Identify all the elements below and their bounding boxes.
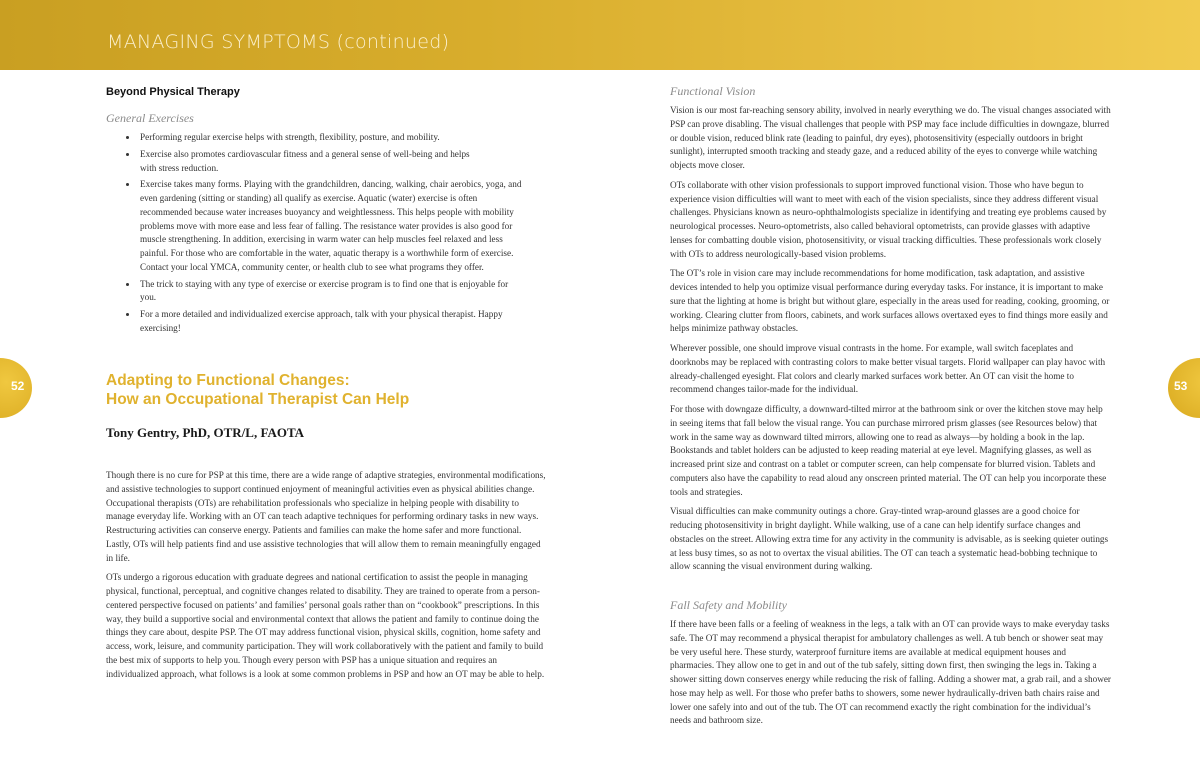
paragraph: If there have been falls or a feeling of weakness in the legs, a talk with an OT can provide ways to make everyday tasks safe. The OT may recommend a physical therapist for ambulatory challenges as well. A tub bench or shower seat may be very useful here. These sturdy, waterproof furniture items are available at medical equipment houses and pharmacies. They allow one to get in and out of the tub safely, sitting down first, then swinging the legs in. Taking a shower sitting down conserves energy while reducing the risk of falling. Adding a shower mat, a grab rail, and a shower hose may help as well. For those who prefer baths to showers, some newer hydraulically-driven bath chairs raise and lower one safely into and out of the tub. The OT can recommend exactly the right combination for the individual’s needs and bathroom size. [670,619,1111,726]
section-heading: Beyond Physical Therapy [106,86,240,98]
paragraph: The OT’s role in vision care may include recommendations for home modification, task adaptation, and assistive devices intended to help you optimize visual performance during everyday tasks. For instance, it is important to make sure that the lighting at home is bright but without glare, especially in the areas used for reading, cooking, grooming, or working. Clearing clutter from floors, cabinets, and work surfaces allows overtaxed eyes to find things more easily and helps minimize pathway obstacles. [670,268,1110,334]
list-item: • For a more detailed and individualized exercise approach, talk with your physical therapist. Happy exercising! [138,308,526,336]
subheading-general-exercises: General Exercises [106,111,194,125]
intro-text [106,469,546,687]
paragraph: Wherever possible, one should improve visual contrasts in the home. For example, wall switch faceplates and doorknobs may be replaced with contrasting colors to make better visual targets. Florid wallpaper can play havoc with already-challenged eyesight. Flat colors and clearly marked surfaces work better. An OT can visit the home to recommend changes tailor-made for the individual. [670,343,1106,395]
list-item: • Exercise also promotes cardiovascular fitness and a general sense of well-being and helps with stress reduction. [138,148,526,176]
page-number-tab-right [1168,358,1200,418]
paragraph: Visual difficulties can make community outings a chore. Gray-tinted wrap-around glasses are a good choice for reducing photosensitivity in bright daylight. While walking, use of a cane can help identify surface changes and obstacles on the street. Allowing extra time for any activity in the community is advisable, as is seeking quieter outings at less busy times, so as not to overtax the visual abilities. The OT can teach a systematic head-bobbing technique to allow scanning the visual environment during walking. [670,506,1109,572]
fall-safety-text [670,618,1112,734]
list-item: • Performing regular exercise helps with strength, flexibility, posture, and mobility. [138,131,526,145]
page-number-left: 52 [11,379,25,393]
paragraph: Vision is our most far-reaching sensory ability, involved in nearly everything we do. The visual changes associated with PSP can prove disabling. The visual challenges that people with PSP may face include difficulties in downgaze, blurred or double vision, reduced blink rate (leading to painful, dry eyes), photosensitivity (especially outdoors in bright sunlight), interrupted smooth tracking and steady gaze, and a reduced ability of the eyes to converge while watching objects move closer. [670,105,1111,170]
author-byline: Tony Gentry, PhD, OTR/L, FAOTA [106,425,305,440]
page-number-tab-left [0,358,32,418]
exercise-bullet-list [106,131,526,339]
page-number-right: 53 [1174,379,1188,393]
functional-vision-text [670,104,1112,580]
subheading-functional-vision: Functional Vision [670,84,756,98]
article-title [106,371,409,409]
list-item: • Exercise takes many forms. Playing with the grandchildren, dancing, walking, chair aerobics, yoga, and even gardening (sitting or standing) all qualify as exercise. Aquatic (water) exercise is often recommended because water increases buoyancy and weightlessness. This helps people with mobility problems move with more ease and less fear of falling. The resistance water provides is also good for muscle strengthening. In addition, exercising in warm water can help muscles feel relaxed and less painful. For those who are comfortable in the water, aquatic therapy is a worthwhile form of exercise. Contact your local YMCA, community center, or health club to see what programs they offer. [138,178,526,274]
paragraph: Though there is no cure for PSP at this time, there are a wide range of adaptive strategies, environmental modifications, and assistive technologies to support continued enjoyment of meaningful activities even as physical abilities change. Occupational therapists (OTs) are rehabilitation professionals who specialize in helping people with disability to manage everyday life. Working with an OT can teach adaptive techniques for performing ordinary tasks in new ways. Restructuring activities can conserve energy. Patients and families can make the home safer and more functional. Lastly, OTs will help patients find and use assistive technologies that will allow them to remain meaningfully engaged in life. [106,470,546,563]
subheading-fall-safety: Fall Safety and Mobility [670,598,787,612]
list-item: • The trick to staying with any type of exercise or exercise program is to find one that is enjoyable for you. [138,278,526,306]
paragraph: OTs collaborate with other vision professionals to support improved functional vision. Those who have begun to experience vision difficulties will want to meet with each of the vision specialists, since they address different visual challenges. Physicians known as neuro-ophthalmologists specialize in identifying and treating eye problems caused by neurological processes. Neuro-optometrists, also called behavioral optometrists, can provide glasses with adaptive lenses for combatting double vision, photosensitivity, or visual tracking difficulties. These professionals work closely with OTs to address neurologically-based vision problems. [670,179,1107,259]
paragraph: OTs undergo a rigorous education with graduate degrees and national certification to assist the people in managing physical, functional, perceptual, and cognitive changes related to disability. They are trained to operate from a person-centered perspective focused on patients’ and families’ personal goals rather than on “cookbook” prescriptions. In this way, they build a supportive social and environmental context that allows the patient and family to continue doing the things they care about, despite PSP. The OT may address functional vision, physical skills, cognition, home safety and access, work, leisure, and community participation. They will work collaboratively with the patient and family to build the best mix of supports to help you. Though every person with PSP has a unique situation and requires an individualized approach, what follows is a look at some common problems in PSP and how an OT may be able to help. [106,572,545,679]
chapter-title: MANAGING SYMPTOMS (continued) [107,31,450,53]
paragraph: For those with downgaze difficulty, a downward-tilted mirror at the bathroom sink or over the kitchen stove may help in seeing items that fall below the visual range. You can purchase mirrored prism glasses (see Resources below) that work in the same way as downward tilted mirrors, allowing one to read as always—by holding a book in the lap. Bookstands and tablet holders can be adjusted to keep reading material at eye level. Magnifying glasses, as well as increased print size and contrast on a tablet or computer screen, can help compensate for blurred vision. Tablets and computers also have the capability to read aloud any onscreen printed material. The OT can help you incorporate these tools and strategies. [670,404,1107,497]
article-title-line-2: How an Occupational Therapist Can Help [106,391,410,408]
article-title-line-1: Adapting to Functional Changes: [106,372,350,389]
chapter-header-banner [0,0,1200,70]
